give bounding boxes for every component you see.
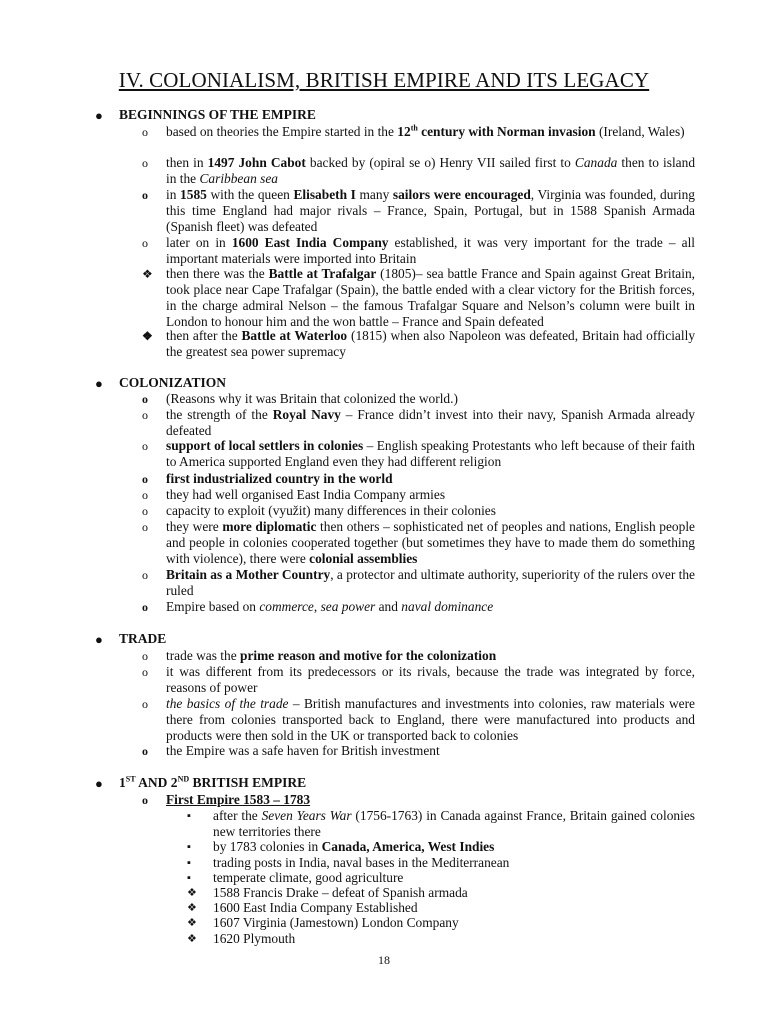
- list-item: Empire based on commerce, sea power and naval dominance: [166, 599, 494, 614]
- list-item: then there was the Battle at Trafalgar (1805)– sea battle France and Spain against Great Britain, took place near Cape Trafalgar (Spain), the battle ended with a clear victory for the British forces, in the charge admiral Nelson – the famous Trafalgar Square and Nelson’s column were built in London to honour him and the won battle – France and Spain defeated: [166, 266, 696, 329]
- section-bullet: ●: [95, 376, 103, 391]
- list-item: later on in 1600 East India Company established, it was very important for the trade – all important materials were imported into Britain: [166, 235, 696, 266]
- bullet-marker: o: [142, 744, 148, 758]
- list-item: (Reasons why it was Britain that colonized the world.): [166, 391, 458, 406]
- square-bullet: ▪: [187, 857, 191, 869]
- bullet-marker: o: [142, 188, 148, 202]
- list-item: the basics of the trade – British manufactures and investments into colonies, raw materials were there from colonies transported back to England, there were manufactured into products and products were then sold in the UK or transported back to colonies: [166, 696, 695, 743]
- bullet-marker: o: [142, 408, 148, 422]
- section-heading-colonization: COLONIZATION: [119, 375, 227, 390]
- sub-list-item: by 1783 colonies in Canada, America, West Indies: [213, 839, 495, 854]
- list-item: in 1585 with the queen Elisabeth I many sailors were encouraged, Virginia was founded, during this time England had major rivals – France, Spain, Portugal, but in 1588 Spanish Armada (Spanish fleet) was defeated: [166, 187, 695, 234]
- bullet-marker: o: [142, 520, 148, 534]
- section-heading-british-empire: 1ST AND 2ND BRITISH EMPIRE: [119, 774, 307, 790]
- bullet-marker: o: [142, 665, 148, 679]
- diamond-bullet: ❖: [187, 933, 197, 945]
- bullet-marker: o: [142, 697, 148, 711]
- list-item: then in 1497 John Cabot backed by (opiral se o) Henry VII sailed first to Canada then to island in the Caribbean sea: [166, 155, 696, 186]
- sub-list-item: 1588 Francis Drake – defeat of Spanish armada: [213, 885, 468, 900]
- bullet-marker: o: [142, 504, 148, 518]
- bullet-marker: o: [142, 236, 148, 250]
- diamond-bullet: ❖: [187, 887, 197, 899]
- bullet-marker: o: [142, 439, 148, 453]
- section-bullet: ●: [95, 632, 103, 647]
- bullet-marker: o: [142, 568, 148, 582]
- list-item-first-empire: First Empire 1583 – 1783: [166, 792, 311, 807]
- section-bullet: ●: [95, 776, 103, 791]
- list-item: they were more diplomatic then others – sophisticated net of peoples and nations, English people and people in colonies cooperated together (but sometimes they have to made them do something with violence), there were colonial assemblies: [166, 519, 695, 566]
- sub-list-item: 1600 East India Company Established: [213, 900, 418, 915]
- list-item: capacity to exploit (využit) many differences in their colonies: [166, 503, 496, 518]
- page-title: IV. COLONIALISM, BRITISH EMPIRE AND ITS LEGACY: [118, 68, 650, 92]
- list-item: based on theories the Empire started in the 12th century with Norman invasion (Ireland, Wales): [166, 123, 685, 139]
- bullet-marker: o: [142, 488, 148, 502]
- list-item: then after the Battle at Waterloo (1815) when also Napoleon was defeated, Britain had officially the greatest sea power supremacy: [166, 328, 696, 359]
- bullet-marker: o: [142, 472, 148, 486]
- square-bullet: ▪: [187, 841, 191, 853]
- list-item: trade was the prime reason and motive for the colonization: [166, 648, 497, 663]
- sub-list-item: 1620 Plymouth: [213, 931, 296, 946]
- sub-list-item: temperate climate, good agriculture: [213, 870, 404, 885]
- list-item: the Empire was a safe haven for British investment: [166, 743, 440, 758]
- list-item: they had well organised East India Company armies: [166, 487, 446, 502]
- list-item: Britain as a Mother Country, a protector and ultimate authority, superiority of the rulers over the ruled: [166, 567, 695, 598]
- bullet-marker: ❖: [142, 267, 153, 281]
- bullet-marker: ❖: [142, 329, 153, 343]
- section-heading-trade: TRADE: [119, 631, 167, 646]
- sub-list-item: after the Seven Years War (1756-1763) in Canada against France, Britain gained colonies new territories there: [213, 808, 695, 839]
- bullet-marker: o: [142, 649, 148, 663]
- diamond-bullet: ❖: [187, 917, 197, 929]
- diamond-bullet: ❖: [187, 902, 197, 914]
- sub-list-item: trading posts in India, naval bases in the Mediterranean: [213, 855, 510, 870]
- list-item: the strength of the Royal Navy – France didn’t invest into their navy, Spanish Armada already defeated: [166, 407, 695, 438]
- page-number: 18: [378, 953, 390, 967]
- bullet-marker: o: [142, 125, 148, 139]
- section-heading-beginnings: BEGINNINGS OF THE EMPIRE: [119, 107, 316, 122]
- section-bullet: ●: [95, 108, 103, 123]
- sub-list-item: 1607 Virginia (Jamestown) London Company: [213, 915, 459, 930]
- list-item: first industrialized country in the world: [166, 471, 393, 486]
- bullet-marker: o: [142, 793, 148, 807]
- bullet-marker: o: [142, 392, 148, 406]
- square-bullet: ▪: [187, 872, 191, 884]
- list-item: it was different from its predecessors or its rivals, because the trade was integrated by force, reasons of power: [166, 664, 695, 695]
- list-item: support of local settlers in colonies – English speaking Protestants who left because of their faith to America supported England even they had different religion: [166, 438, 695, 469]
- square-bullet: ▪: [187, 810, 191, 822]
- bullet-marker: o: [142, 156, 148, 170]
- bullet-marker: o: [142, 600, 148, 614]
